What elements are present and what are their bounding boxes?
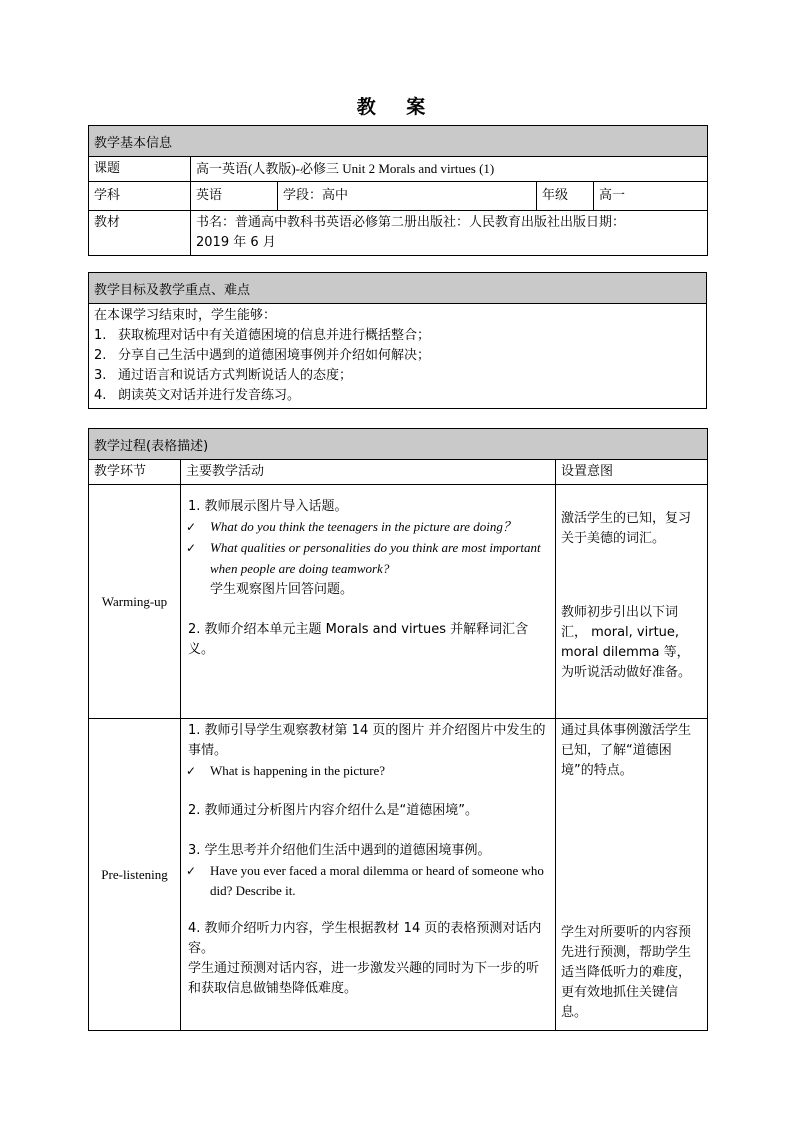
intent-text: 教师初步引出以下词汇， moral, virtue, moral dilemma 等，为听说活动做好准备。 xyxy=(561,605,692,680)
intent-text: 通过具体事例激活学生已知，了解“道德困境”的特点。 xyxy=(561,723,692,778)
basic-info-table xyxy=(88,125,708,256)
activity-step: 2. 教师通过分析图片内容介绍什么是“道德困境”。 xyxy=(188,803,479,818)
goal-number: 2. xyxy=(94,348,107,363)
basic-info-header: 教学基本信息 xyxy=(89,126,708,157)
stage-warming-up: Warming-up xyxy=(89,485,181,719)
activity-step: 3. 学生思考并介绍他们生活中遇到的道德困境事例。 xyxy=(188,843,491,858)
check-icon: ✓ xyxy=(186,520,197,534)
intent-text: 激活学生的已知，复习关于美德的词汇。 xyxy=(561,511,692,546)
goal-item xyxy=(94,326,701,346)
topic-value: 高一英语(人教版)-必修三 Unit 2 Morals and virtues (1) xyxy=(191,157,708,182)
question-item xyxy=(186,761,550,781)
col-intent-header: 设置意图 xyxy=(556,460,708,485)
question-text: Have you ever faced a moral dilemma or heard of someone who did? Describe it. xyxy=(210,863,544,898)
pre-listening-activities xyxy=(181,719,556,1031)
question-text: What is happening in the picture? xyxy=(210,763,386,778)
activity-step: 1. 教师引导学生观察教材第 14 页的图片 并介绍图片中发生的事情。 xyxy=(188,723,546,758)
stage-pre-listening: Pre-listening xyxy=(89,719,181,1031)
subject-value: 英语 xyxy=(191,182,278,211)
goals-intro: 在本课学习结束时，学生能够： xyxy=(94,308,277,323)
col-stage-header: 教学环节 xyxy=(89,460,181,485)
textbook-value xyxy=(191,211,708,256)
goal-text: 朗读英文对话并进行发音练习。 xyxy=(118,388,301,403)
goal-text: 通过语言和说话方式判断说话人的态度； xyxy=(118,368,353,383)
activity-note: 学生观察图片回答问题。 xyxy=(210,582,354,597)
check-icon: ✓ xyxy=(186,864,197,878)
goals-table xyxy=(88,272,707,409)
goal-number: 3. xyxy=(94,368,107,383)
process-table xyxy=(88,428,708,1031)
goal-item xyxy=(94,386,701,406)
textbook-line-1: 书名：普通高中教科书英语必修第二册出版社：人民教育出版社出版日期： xyxy=(196,215,626,230)
check-icon: ✓ xyxy=(186,541,197,555)
goal-number: 1. xyxy=(94,328,107,343)
process-header: 教学过程(表格描述) xyxy=(89,429,708,460)
question-text: What do you think the teenagers in the picture are doing？ xyxy=(210,519,516,534)
goal-item xyxy=(94,366,701,386)
goal-number: 4. xyxy=(94,388,107,403)
pre-listening-intent xyxy=(556,719,708,1031)
question-item xyxy=(186,517,550,538)
question-text: What qualities or personalities do you think are most important when people are doing teamwork? xyxy=(210,540,541,576)
warming-up-intent xyxy=(556,485,708,719)
activity-note: 学生通过预测对话内容，进一步激发兴趣的同时为下一步的听和获取信息做铺垫降低难度。 xyxy=(188,961,540,996)
goal-text: 获取梳理对话中有关道德困境的信息并进行概括整合； xyxy=(118,328,431,343)
topic-label: 课题 xyxy=(89,157,191,182)
goal-text: 分享自己生活中遇到的道德困境事例并介绍如何解决； xyxy=(118,348,431,363)
textbook-line-2: 2019 年 6 月 xyxy=(196,235,276,250)
goal-item xyxy=(94,346,701,366)
col-activity-header: 主要教学活动 xyxy=(181,460,556,485)
warming-up-activities xyxy=(181,485,556,719)
textbook-label: 教材 xyxy=(89,211,191,256)
activity-step: 1. 教师展示图片导入话题。 xyxy=(188,499,348,514)
activity-step: 4. 教师介绍听力内容，学生根据教材 14 页的表格预测对话内容。 xyxy=(188,921,542,956)
intent-text: 学生对所要听的内容预先进行预测，帮助学生适当降低听力的难度， 更有效地抓住关键信息。 xyxy=(561,925,692,1020)
grade-value: 高一 xyxy=(594,182,708,211)
grade-label: 年级 xyxy=(537,182,594,211)
page-title: 教 案 xyxy=(356,96,438,118)
check-icon: ✓ xyxy=(186,764,197,778)
subject-label: 学科 xyxy=(89,182,191,211)
question-item xyxy=(186,861,550,901)
goals-body xyxy=(89,304,707,409)
question-item xyxy=(186,538,550,580)
activity-step: 2. 教师介绍本单元主题 Morals and virtues 并解释词汇含义。 xyxy=(188,622,529,657)
stage-text: 学段：高中 xyxy=(278,182,537,211)
goals-header: 教学目标及教学重点、难点 xyxy=(89,273,707,304)
